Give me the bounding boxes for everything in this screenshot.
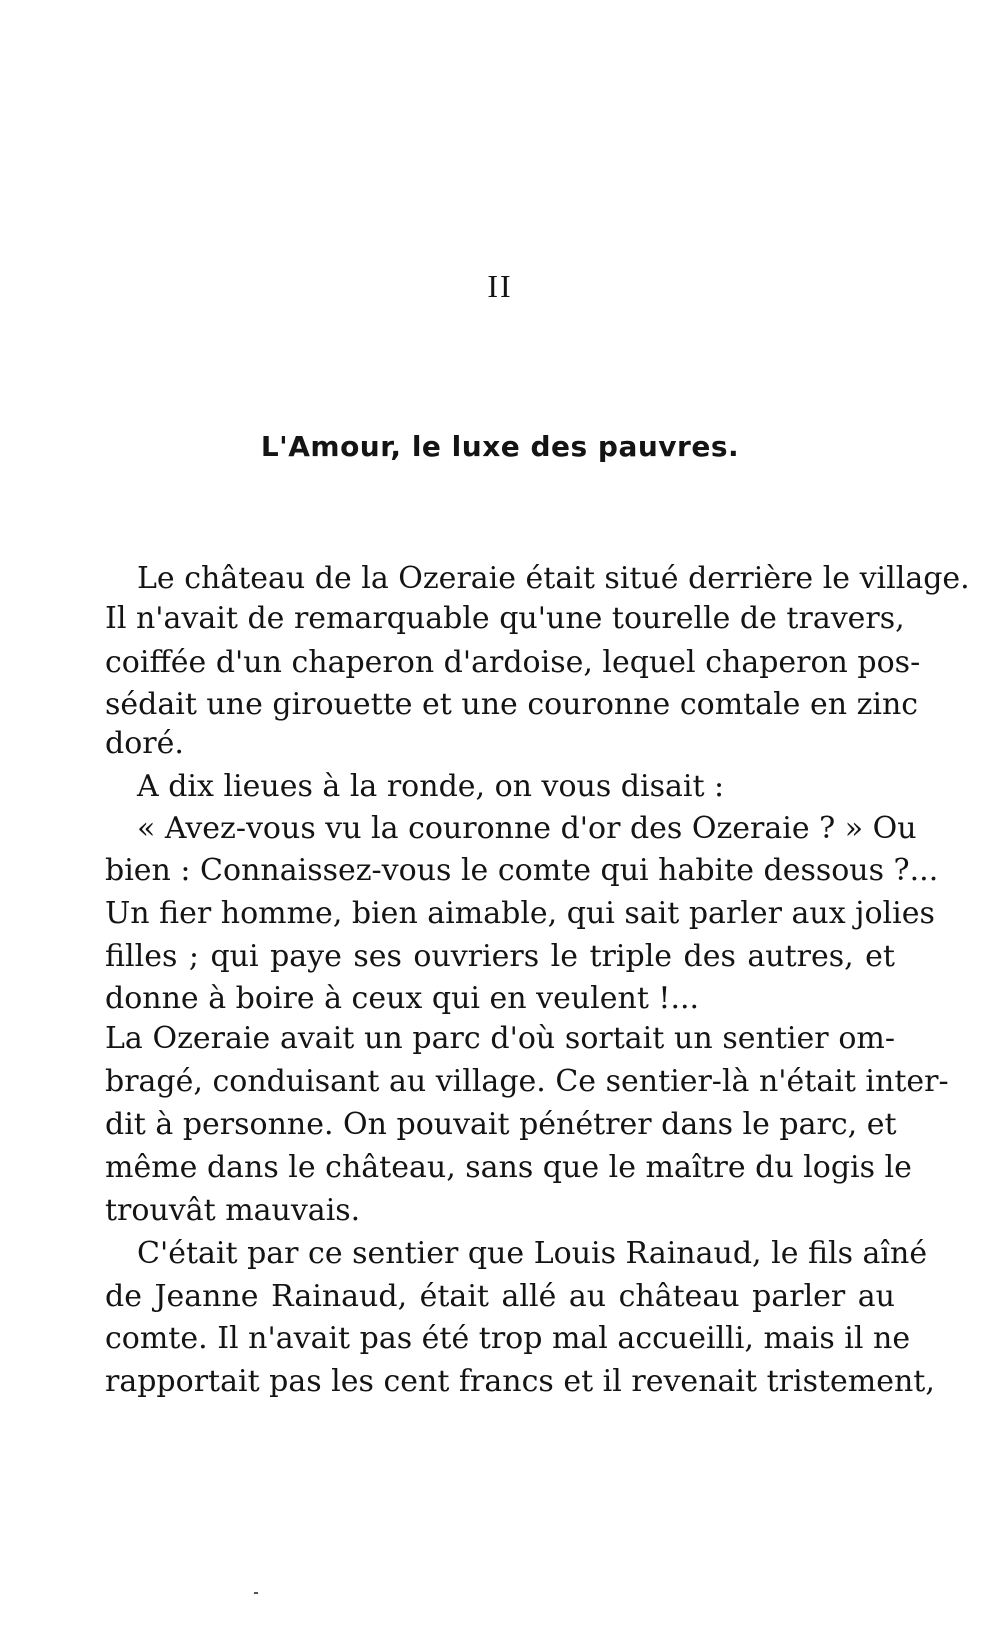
text-line: filles ; qui paye ses ouvriers le triple des autres, et <box>105 939 895 974</box>
chapter-number: II <box>487 268 513 304</box>
text-line: donne à boire à ceux qui en veulent !... <box>105 981 700 1016</box>
text-line: Il n'avait de remarquable qu'une tourelle de travers, <box>105 601 905 636</box>
text-line: comte. Il n'avait pas été trop mal accueilli, mais il ne <box>105 1321 911 1356</box>
text-line: La Ozeraie avait un parc d'où sortait un sentier om- <box>105 1021 895 1056</box>
text-line: A dix lieues à la ronde, on vous disait : <box>137 769 725 804</box>
text-line: « Avez-vous vu la couronne d'or des Ozeraie ? » Ou <box>137 811 917 846</box>
text-line: sédait une girouette et une couronne comtale en zinc <box>105 687 919 722</box>
text-line: coiffée d'un chaperon d'ardoise, lequel chaperon pos- <box>105 645 921 680</box>
text-line: trouvât mauvais. <box>105 1193 361 1228</box>
text-line: rapportait pas les cent francs et il revenait tristement, <box>105 1364 935 1399</box>
text-line: Le château de la Ozeraie était situé derrière le village. <box>137 561 970 596</box>
chapter-title: L'Amour, le luxe des pauvres. <box>260 430 740 463</box>
text-line: de Jeanne Rainaud, était allé au château parler au <box>105 1279 895 1314</box>
text-line: bien : Connaissez-vous le comte qui habite dessous ?... <box>105 853 939 888</box>
text-line: même dans le château, sans que le maître du logis le <box>105 1150 912 1185</box>
margin-mark <box>254 1592 258 1594</box>
text-line: doré. <box>105 726 184 761</box>
text-line: Un fier homme, bien aimable, qui sait parler aux jolies <box>105 896 935 931</box>
text-line: C'était par ce sentier que Louis Rainaud, le fils aîné <box>137 1236 928 1271</box>
text-line: bragé, conduisant au village. Ce sentier-là n'était inter- <box>105 1064 949 1099</box>
text-line: dit à personne. On pouvait pénétrer dans le parc, et <box>105 1107 897 1142</box>
